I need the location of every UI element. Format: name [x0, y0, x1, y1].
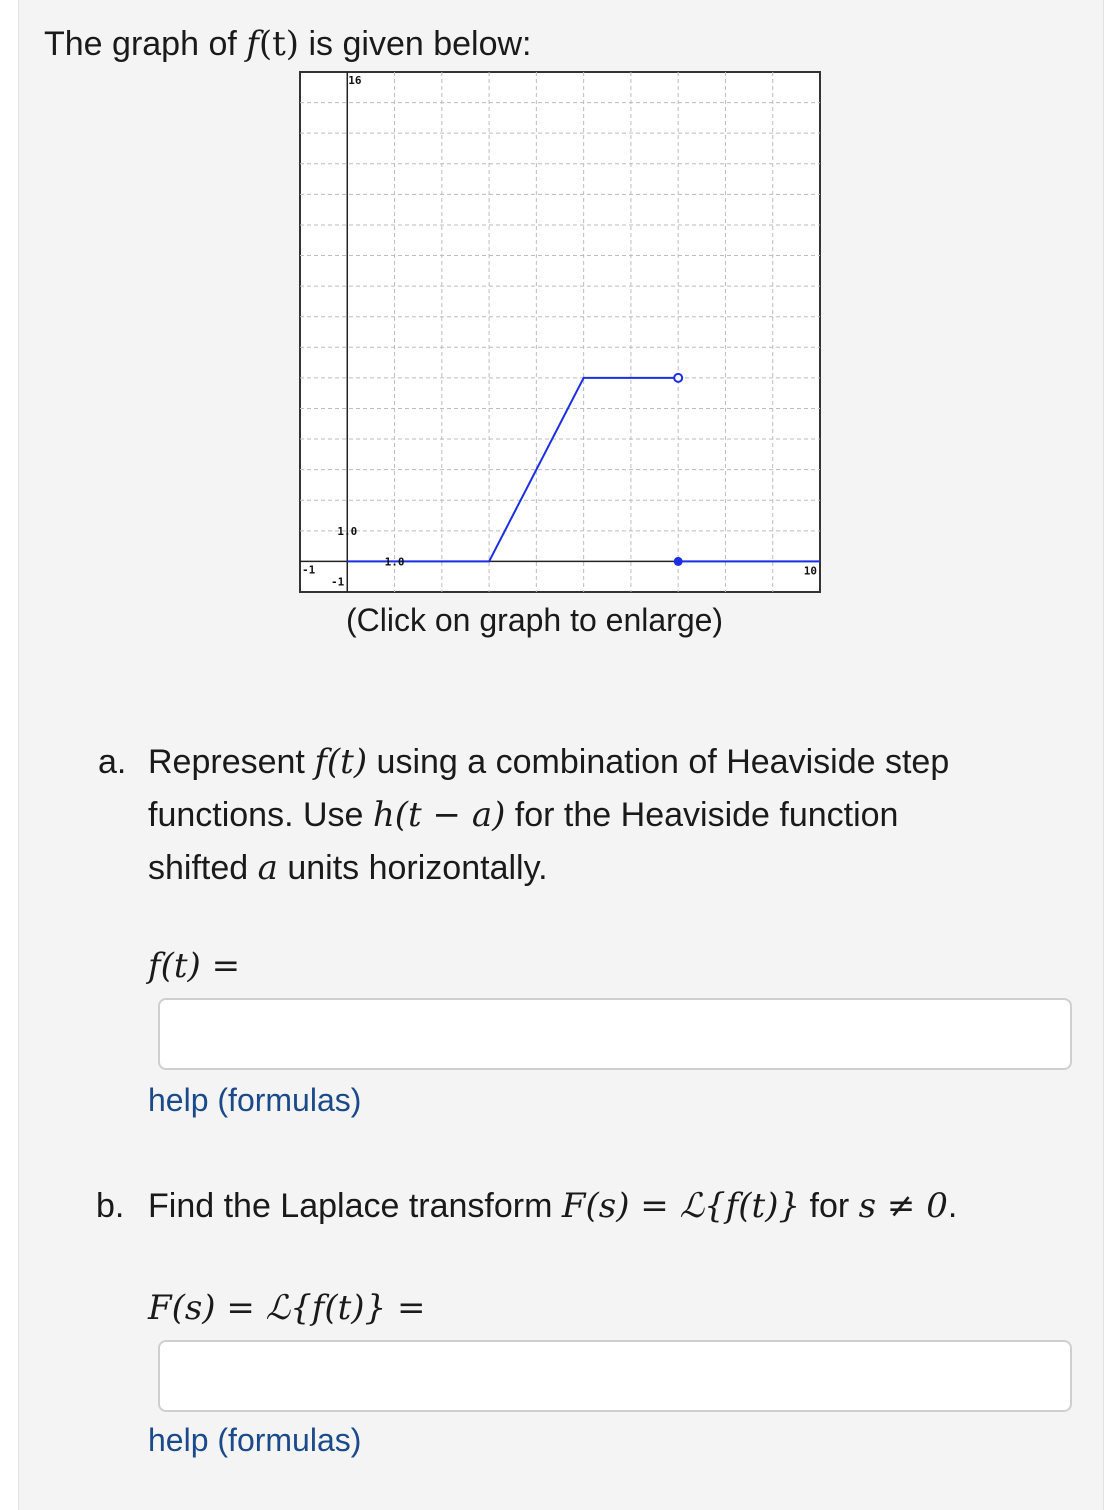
part-a-answer-input[interactable] — [158, 998, 1072, 1070]
part-a-question: Represent f(t) using a combination of Heaviside step functions. Use h(t − a) for the Heaviside function shifted a units horizontally. — [148, 742, 950, 888]
tick-label-y-top: 16 — [348, 74, 362, 87]
tick-label-y-neg1: -1 — [331, 575, 345, 589]
graph-frame — [300, 72, 820, 592]
tick-label-y-one: 1.0 — [337, 524, 358, 538]
part-a-help-link[interactable]: help (formulas) — [148, 1082, 362, 1118]
part-b-label: b. — [96, 1187, 125, 1225]
part-b-help-link[interactable]: help (formulas) — [148, 1422, 362, 1458]
function-graph[interactable] — [298, 70, 822, 594]
part-b-question: Find the Laplace transform F(s) = ℒ{f(t)} for s ≠ 0. — [148, 1186, 958, 1226]
tick-label-x-max: 10 — [803, 564, 817, 578]
intro-text: The graph of f(t) is given below: — [44, 24, 532, 64]
tick-label-x-neg1: -1 — [302, 563, 316, 577]
tick-label-x-one: 1.0 — [384, 555, 405, 569]
part-a-equation-label: f(t) = — [148, 946, 241, 986]
part-b-equation-label: F(s) = ℒ{f(t)} = — [148, 1288, 426, 1328]
part-b-answer-input[interactable] — [158, 1340, 1072, 1412]
closed-endpoint — [674, 557, 683, 566]
open-endpoint — [674, 374, 682, 382]
intro-func: f — [246, 24, 259, 64]
part-a-label: a. — [98, 743, 127, 781]
graph-caption: (Click on graph to enlarge) — [346, 602, 724, 638]
